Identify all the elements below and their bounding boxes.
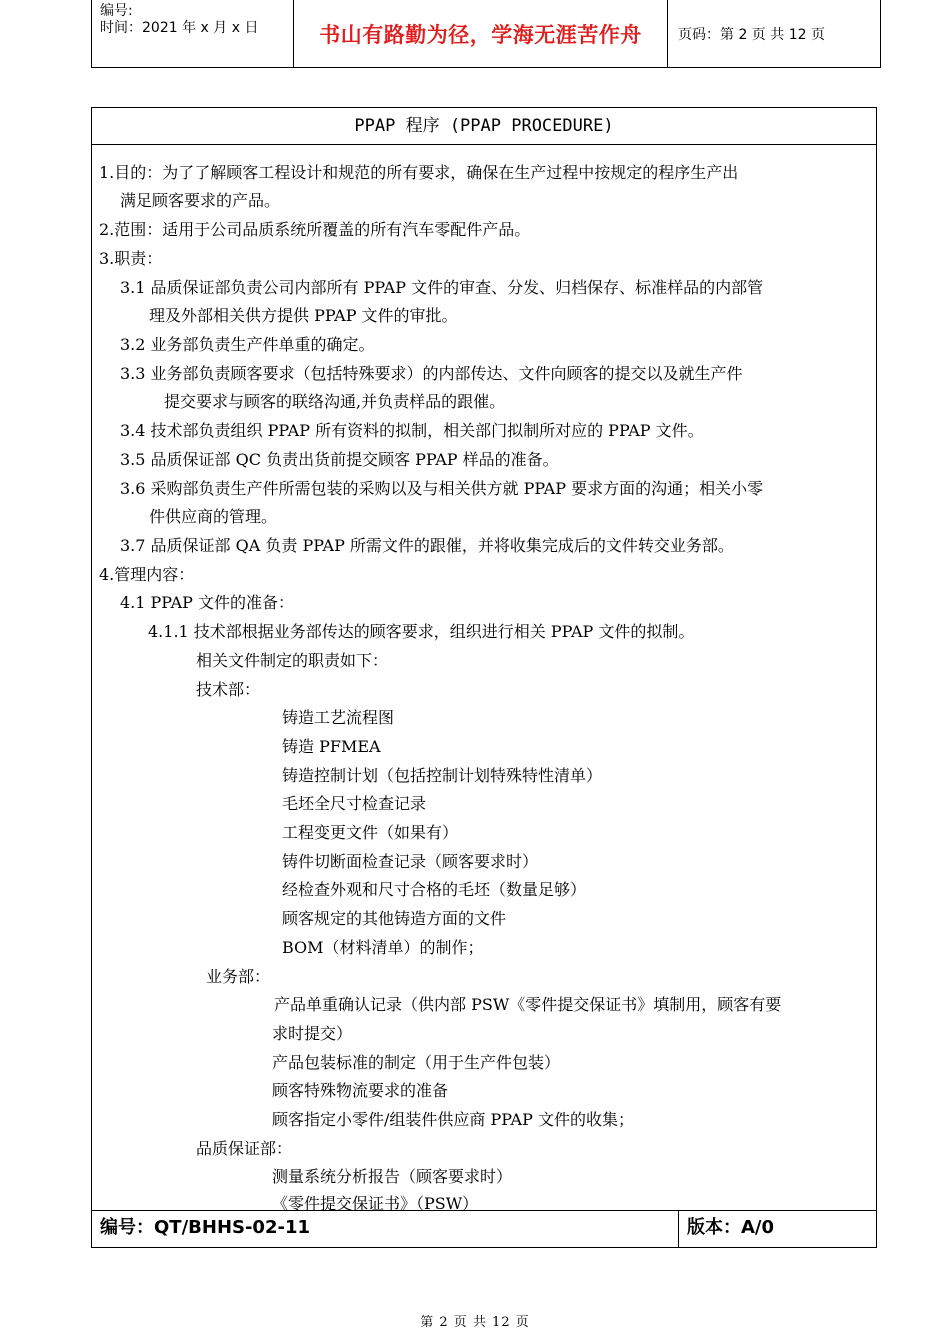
text-line: 2.范围：适用于公司品质系统所覆盖的所有汽车零配件产品。: [99, 220, 531, 239]
time-label: 时间：2021 年 x 月 x 日: [100, 20, 259, 36]
document-footer: [92, 1210, 876, 1247]
text-line: 4.管理内容：: [99, 565, 195, 584]
text-line: 产品单重确认记录（供内部 PSW《零件提交保证书》填制用，顾客有要: [274, 995, 782, 1014]
text-line: 产品包装标准的制定（用于生产件包装）: [272, 1053, 561, 1072]
document-version: 版本：A/0: [687, 1217, 775, 1238]
text-line: 4.1.1 技术部根据业务部传达的顾客要求，组织进行相关 PPAP 文件的拟制。: [148, 622, 695, 641]
text-line: 经检查外观和尺寸合格的毛坯（数量足够）: [282, 880, 587, 899]
page-number: 第 2 页 共 12 页: [420, 1315, 530, 1330]
document-body: [92, 145, 876, 1213]
text-line: 品质保证部：: [196, 1139, 293, 1158]
text-line: 铸造工艺流程图: [282, 708, 395, 727]
page-label: 页码：第 2 页 共 12 页: [678, 26, 825, 43]
text-line: 测量系统分析报告（顾客要求时）: [272, 1167, 513, 1186]
text-line: 3.4 技术部负责组织 PPAP 所有资料的拟制，相关部门拟制所对应的 PPAP 文件。: [120, 421, 704, 440]
text-line: 3.7 品质保证部 QA 负责 PPAP 所需文件的跟催，并将收集完成后的文件转交业务部。: [120, 536, 734, 555]
text-line: 业务部：: [206, 967, 271, 986]
header-table: [91, 0, 881, 68]
text-line: 1.目的：为了了解顾客工程设计和规范的所有要求，确保在生产过程中按规定的程序生产出: [99, 163, 739, 182]
text-line: 3.2 业务部负责生产件单重的确定。: [120, 335, 375, 354]
header-motto-cell: [294, 0, 668, 67]
text-line: 铸件切断面检查记录（顾客要求时）: [282, 852, 539, 871]
text-line: 求时提交）: [272, 1024, 353, 1043]
text-line: 理及外部相关供方提供 PPAP 文件的审批。: [149, 306, 458, 325]
text-line: 件供应商的管理。: [149, 507, 278, 526]
text-line: 提交要求与顾客的联络沟通,并负责样品的跟催。: [164, 392, 506, 411]
text-line: 顾客规定的其他铸造方面的文件: [282, 909, 507, 928]
document-code: 编号：QT/BHHS-02-11: [92, 1211, 679, 1247]
text-line: 4.1 PPAP 文件的准备：: [120, 593, 295, 612]
text-line: 相关文件制定的职责如下：: [196, 651, 389, 670]
text-line: 顾客指定小零件/组装件供应商 PPAP 文件的收集；: [272, 1110, 634, 1129]
header-page-cell: [668, 0, 882, 67]
text-line: 顾客特殊物流要求的准备: [272, 1081, 449, 1100]
text-line: 铸造控制计划（包括控制计划特殊特性清单）: [282, 766, 603, 785]
text-line: 3.6 采购部负责生产件所需包装的采购以及与相关供方就 PPAP 要求方面的沟通；相关小零: [120, 479, 764, 498]
text-line: BOM（材料清单）的制作；: [282, 938, 484, 957]
text-line: 技术部：: [196, 680, 261, 699]
text-line: 3.5 品质保证部 QC 负责出货前提交顾客 PPAP 样品的准备。: [120, 450, 559, 469]
header-info-cell: [92, 0, 294, 67]
text-line: 《零件提交保证书》（PSW）: [272, 1194, 479, 1213]
text-line: 3.职责：: [99, 249, 163, 268]
text-line: 3.3 业务部负责顾客要求（包括特殊要求）的内部传达、文件向顾客的提交以及就生产件: [120, 364, 743, 383]
text-line: 铸造 PFMEA: [282, 737, 381, 756]
text-line: 3.1 品质保证部负责公司内部所有 PPAP 文件的审查、分发、归档保存、标准样品的内部管: [120, 278, 764, 297]
text-line: 毛坯全尺寸检查记录: [282, 794, 427, 813]
motto-text: 书山有路勤为径，学海无涯苦作舟: [319, 22, 642, 47]
number-label: 编号:: [100, 3, 133, 19]
text-line: 满足顾客要求的产品。: [120, 191, 281, 210]
document-box: [91, 107, 877, 1248]
document-title: PPAP 程序 (PPAP PROCEDURE): [92, 108, 876, 145]
text-line: 工程变更文件（如果有）: [282, 823, 459, 842]
